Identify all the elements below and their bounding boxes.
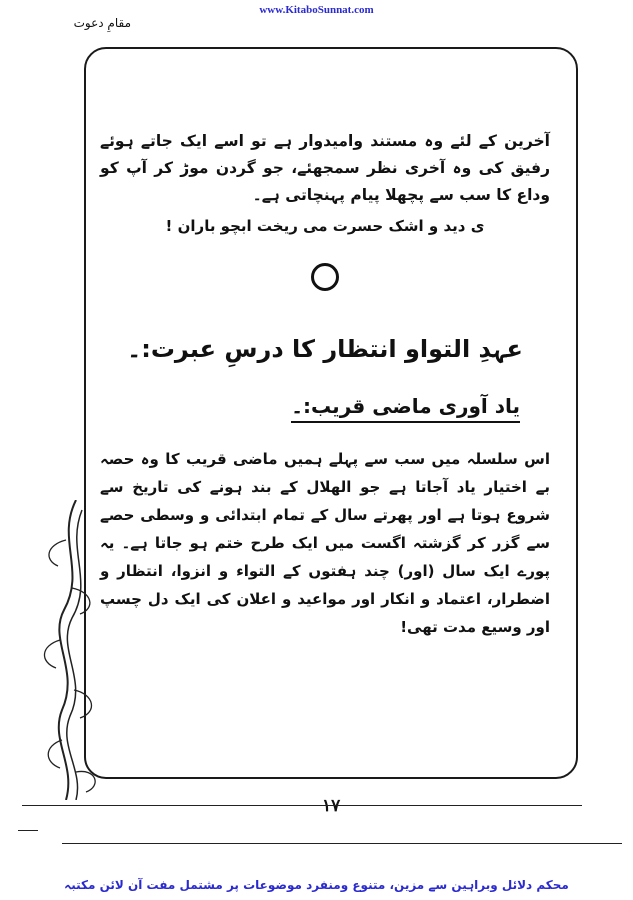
footer-tagline: محکم دلائل وبراہین سے مزین، متنوع ومنفرد موضوعات پر مشتمل مفت آن لائن مکتبہ [64, 878, 569, 892]
divider-dash [18, 830, 38, 831]
vine-ornament-icon [36, 500, 106, 800]
running-head: مقامِ دعوت [73, 16, 131, 30]
persian-verse: ی دید و اشک حسرت می ریخت ابچو باران ! [165, 217, 485, 235]
circle-separator-icon [311, 263, 339, 291]
section-heading: عہدِ التواو انتظار کا درسِ عبرت:۔ [127, 335, 523, 363]
sub-heading: یاد آوری ماضی قریب:۔ [291, 393, 520, 423]
divider-line-lower [62, 843, 622, 844]
site-url-link[interactable]: www.KitaboSunnat.com [259, 4, 374, 16]
intro-paragraph: آخرین کے لئے وہ مستند وامیدوار ہے تو اسے ایک جاتے ہوئے رفیق کی وہ آخری نظر سمجھئے، جو گردن موڑ کر آپ کو وداع کا سب سے پچھلا پیام پہنچاتی ہے۔ [100, 132, 550, 204]
page-number: ۱۷ [322, 796, 341, 816]
sub-heading-row [100, 365, 550, 423]
body-paragraph: اس سلسلہ میں سب سے پہلے ہمیں ماضی قریب کا وہ حصہ بے اختیار یاد آجاتا ہے جو الھلال کے بند ہونے کی تاریخ سے شروع ہوتا ہے اور پھرتے سال کے تمام ابتدائی و وسطی حصے سے گزر کر گزشتہ اگست میں ایک طرح ختم ہو جاتا ہے۔ یہ پورے ایک سال (اور) چند ہفتوں کے التواء و انزوا، انتظار و اضطرار، اعتماد و انکار اور مواعید و اعلان کی ایک دل چسپ اور وسیع مدت تھی! [100, 450, 550, 636]
page-content [100, 128, 550, 641]
divider-line [22, 805, 582, 806]
